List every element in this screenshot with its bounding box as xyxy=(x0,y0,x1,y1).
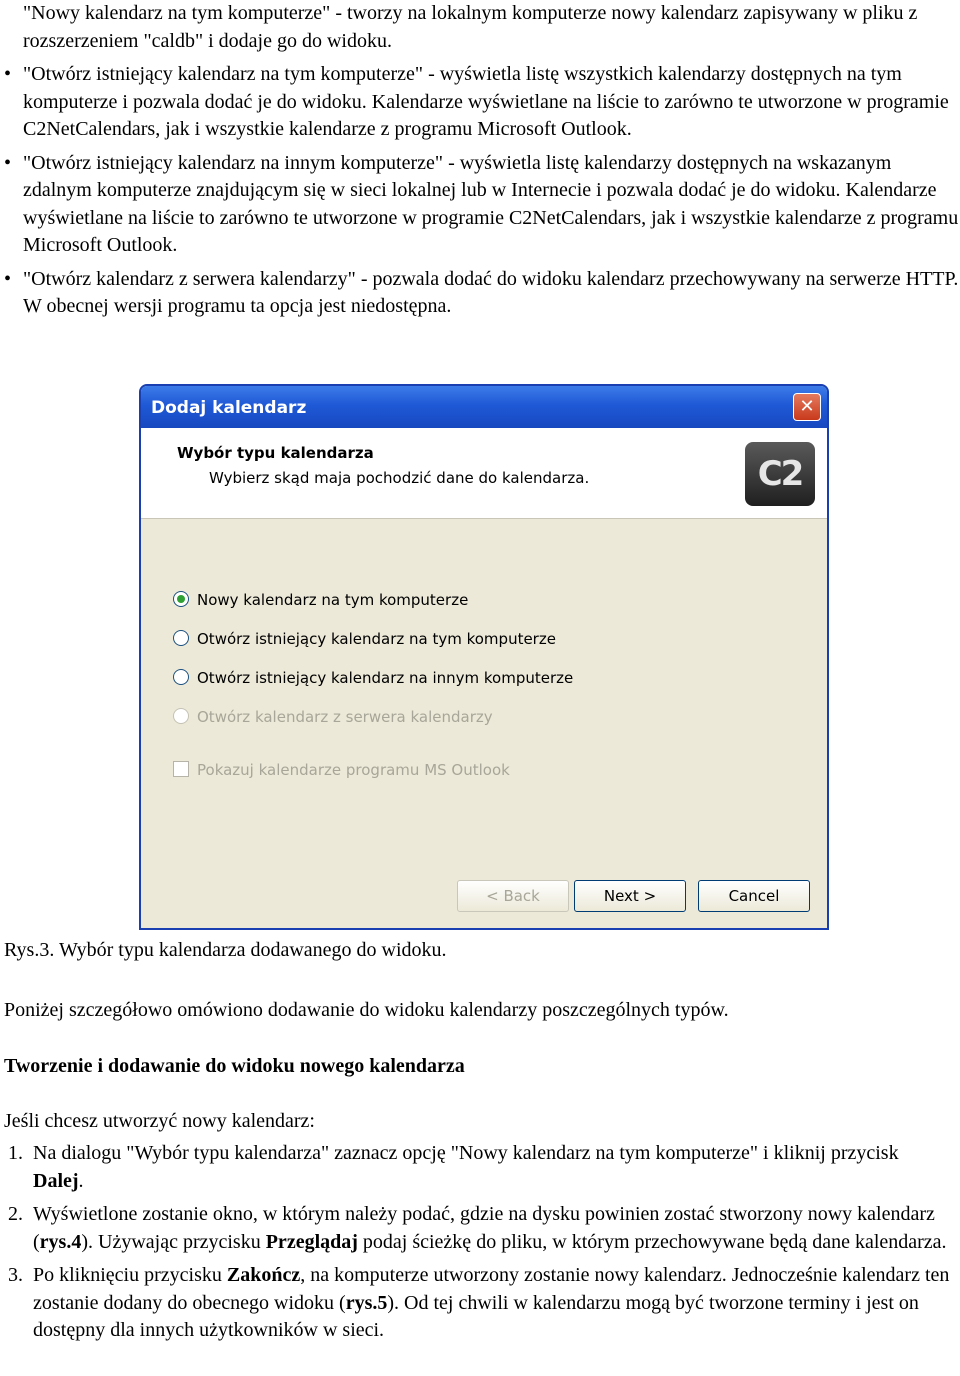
close-button[interactable]: ✕ xyxy=(793,393,821,421)
section-heading: Tworzenie i dodawanie do widoku nowego kalendarza xyxy=(4,1055,465,1077)
cancel-button[interactable]: Cancel xyxy=(698,880,810,912)
bullet-item: • "Otwórz kalendarz z serwera kalendarzy" - pozwala dodać do widoku kalendarz przechowywany na serwerze HTTP. W obecnej wersji programu ta opcja jest niedostępna. xyxy=(4,267,959,317)
dialog-titlebar[interactable] xyxy=(141,386,827,428)
c2-logo: C2 xyxy=(745,442,815,506)
step-item: 2. Wyświetlone zostanie okno, w którym należy podać, gdzie na dysku powinien zostać stworzony nowy kalendarz (rys.4). Używając przycisku Przeglądaj podaj ścieżkę do pliku, w którym przechowywane będą dane kalendarza. xyxy=(8,1203,947,1253)
dialog-title: Dodaj kalendarz xyxy=(151,398,307,418)
bullet-item: • "Otwórz istniejący kalendarz na innym komputerze" - wyświetla listę kalendarzy dostępnych na wskazanym zdalnym komputerze znajdującym się w sieci lokalnej lub w Internecie i pozwala dodać je do widoku. Kalendarze wyświetlane na liście to zarówno te utworzone w programie C2NetCalendars, jak i wszystkie kalendarze z programu Microsoft Outlook. xyxy=(4,151,959,256)
radio-button[interactable] xyxy=(173,630,189,646)
lead-paragraph: Jeśli chcesz utworzyć nowy kalendarz: xyxy=(4,1110,315,1132)
intro-paragraph: Poniżej szczegółowo omówiono dodawanie do widoku kalendarzy poszczególnych typów. xyxy=(4,999,729,1021)
figure-caption: Rys.3. Wybór typu kalendarza dodawanego do widoku. xyxy=(4,939,447,961)
radio-button[interactable] xyxy=(173,591,189,607)
radio-button xyxy=(173,708,189,724)
back-button: < Back xyxy=(457,880,569,912)
step-item: 1. Na dialogu "Wybór typu kalendarza" zaznacz opcję "Nowy kalendarz na tym komputerze" i kliknij przycisk Dalej. xyxy=(8,1142,899,1192)
add-calendar-dialog: Dodaj kalendarz ✕ Wybór typu kalendarza Wybierz skąd maja pochodzić dane do kalendarza. C2 Nowy kalendarz na tym komputerze Otwórz istniejący kalendarz na tym komputerze Otwórz istniejący kalendarz na innym komputerze Otwórz kalendarz z serwera kalendarzy Pokazuj kalendarze programu MS Outlook < Back Next > Cancel xyxy=(139,384,829,930)
bullet-dot: • xyxy=(4,63,12,85)
next-button[interactable]: Next > xyxy=(574,880,686,912)
option-descriptions xyxy=(4,0,960,327)
bullet-dot: • xyxy=(4,151,12,174)
radio-button[interactable] xyxy=(173,669,189,685)
steps-list xyxy=(4,1140,950,1351)
checkbox[interactable] xyxy=(173,761,189,777)
bullet-item: • "Otwórz istniejący kalendarz na tym komputerze" - wyświetla listę wszystkich kalendarzy dostępnych na tym komputerze i pozwala dodać je do widoku. Kalendarze wyświetlane na liście to zarówno te utworzone w programie C2NetCalendars, jak i wszystkie kalendarze z programu Microsoft Outlook. xyxy=(4,63,949,140)
bullet-dot: • xyxy=(4,267,12,290)
step-item: 3. Po kliknięciu przycisku Zakończ, na komputerze utworzony zostanie nowy kalendarz. Jednocześnie kalendarz ten zostanie dodany do obecnego widoku (rys.5). Od tej chwili w kalendarzu mogą być tworzone terminy i jest on dostępny dla innych użytkowników w sieci. xyxy=(8,1264,950,1341)
wizard-step-title: Wybór typu kalendarza xyxy=(177,444,374,462)
bullet-item: "Nowy kalendarz na tym komputerze" - tworzy na lokalnym komputerze nowy kalendarz zapisywany w pliku z rozszerzeniem "caldb" i dodaje go do widoku. xyxy=(23,2,918,52)
wizard-header xyxy=(141,428,827,519)
wizard-step-subtitle: Wybierz skąd maja pochodzić dane do kalendarza. xyxy=(209,469,590,487)
